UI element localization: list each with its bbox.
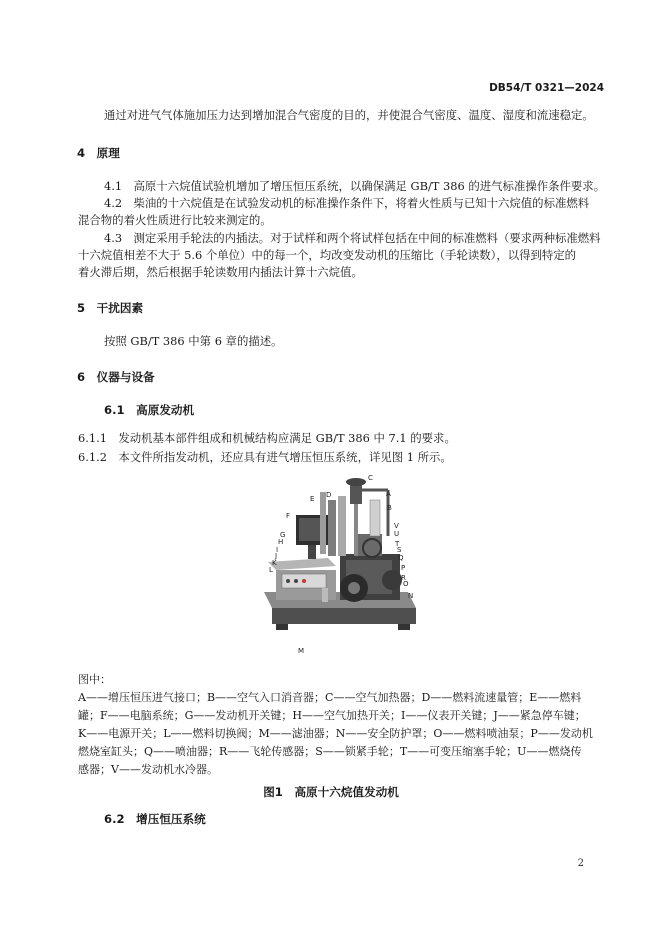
engine-figure — [258, 470, 428, 660]
para-5: 按照 GB/T 386 中第 6 章的描述。 — [104, 334, 283, 348]
label-j: J — [275, 552, 278, 560]
figure-letter-labels — [258, 470, 428, 660]
label-l: L — [269, 566, 273, 574]
legend-title: 图中： — [78, 673, 111, 686]
para-4-2-line2: 混合物的着火性质进行比较来测定的。 — [78, 213, 272, 227]
label-p: P — [401, 564, 406, 572]
subsection-6-2-heading: 6.2 增压恒压系统 — [104, 812, 206, 826]
section-5-heading: 5 干扰因素 — [77, 301, 144, 315]
label-k: K — [272, 559, 277, 567]
label-t: T — [395, 540, 400, 548]
label-e: E — [310, 495, 315, 503]
label-a: A — [386, 490, 391, 498]
label-q: Q — [398, 554, 404, 562]
intro-line: 通过对进气气体施加压力达到增加混合气密度的目的，并使混合气密度、温度、湿度和流速稳定。 — [104, 108, 594, 122]
subsection-6-1-heading: 6.1 高原发动机 — [104, 403, 195, 417]
para-4-3-line1: 4.3 测定采用手轮法的内插法。对于试样和两个将试样包括在中间的标准燃料（要求两种标准燃料 — [104, 231, 601, 245]
label-f: F — [286, 512, 291, 520]
para-4-3-line3: 着火滞后期，然后根据手轮读数用内插法计算十六烷值。 — [78, 265, 363, 279]
legend-line2: 罐；F——电脑系统；G——发动机开关键；H——空气加热开关；I——仪表开关键；J——紧急停车键； — [78, 709, 586, 722]
legend-line1: A——增压恒压进气接口；B——空气入口消音器；C——空气加热器；D——燃料流速量管；E——燃料 — [78, 691, 582, 704]
label-s: S — [397, 546, 402, 554]
label-i: I — [276, 546, 279, 554]
legend-line3: K——电源开关；L——燃料切换阀；M——滤油器；N——安全防护罩；O——燃料喷油泵；P——发动机 — [78, 727, 593, 740]
label-d: D — [326, 491, 332, 499]
figure-caption: 图1 高原十六烷值发动机 — [263, 785, 399, 799]
para-6-1-2: 6.1.2 本文件所指发动机，还应具有进气增压恒压系统，详见图 1 所示。 — [78, 450, 452, 464]
label-h: H — [278, 538, 284, 546]
label-o: O — [403, 580, 409, 588]
label-n: N — [408, 592, 414, 600]
legend-line5: 感器；V——发动机水冷器。 — [78, 763, 218, 776]
label-c: C — [368, 474, 373, 482]
para-6-1-1: 6.1.1 发动机基本部件组成和机械结构应满足 GB/T 386 中 7.1 的要求。 — [78, 431, 456, 445]
label-u: U — [394, 530, 400, 538]
para-4-3-line2: 十六烷值相差不大于 5.6 个单位）中的每一个，均改变发动机的压缩比（手轮读数），以得到特定的 — [78, 248, 577, 262]
section-4-heading: 4 原理 — [77, 146, 120, 160]
legend-line4: 燃烧室缸头；Q——喷油器；R——飞轮传感器；S——锁紧手轮；T——可变压缩塞手轮；U——燃烧传 — [78, 745, 582, 758]
label-v: V — [394, 522, 399, 530]
label-g: G — [280, 531, 286, 539]
section-6-heading: 6 仪器与设备 — [77, 370, 155, 384]
page-number: 2 — [577, 858, 584, 869]
para-4-1: 4.1 高原十六烷值试验机增加了增压恒压系统，以确保满足 GB/T 386 的进气标准操作条件要求。 — [104, 179, 606, 193]
label-r: R — [401, 574, 406, 582]
document-id: DB54/T 0321—2024 — [489, 82, 604, 94]
label-b: B — [387, 504, 392, 512]
label-m: M — [298, 647, 305, 655]
para-4-2-line1: 4.2 柴油的十六烷值是在试验发动机的标准操作条件下，将着火性质与已知十六烷值的标准燃料 — [104, 196, 590, 210]
